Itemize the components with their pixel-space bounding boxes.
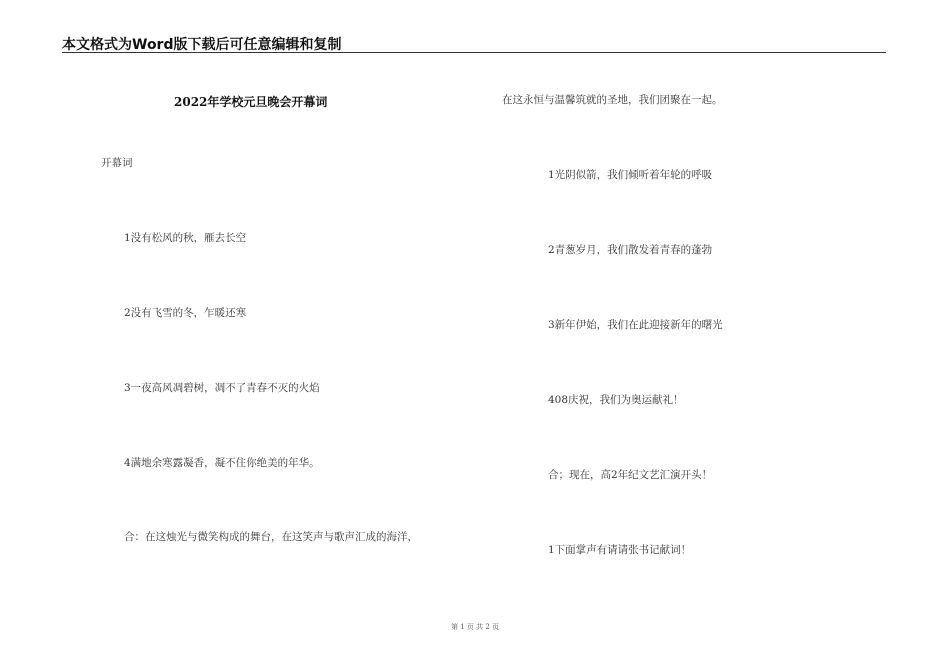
paragraph-line: 4满地余寒露凝香，凝不住你绝美的年华。 — [124, 457, 320, 469]
paragraph-line: 2没有飞雪的冬，乍暖还寒 — [124, 307, 247, 319]
section-heading: 开幕词 — [101, 157, 133, 169]
paragraph-line: 合：在这烛光与微笑构成的舞台，在这笑声与歌声汇成的海洋， — [124, 531, 418, 543]
paragraph-line: 3一夜高风凋碧树，凋不了青春不灭的火焰 — [124, 382, 320, 394]
paragraph-line: 合；现在，高2年纪文艺汇演开头！ — [548, 469, 713, 481]
paragraph-line: 在这永恒与温馨筑就的圣地，我们团聚在一起。 — [502, 94, 723, 106]
paragraph-line: 2青葱岁月，我们散发着青春的蓬勃 — [548, 244, 713, 256]
page-number: 第 1 页 共 2 页 — [450, 623, 500, 631]
paragraph-line: 1没有松风的秋，雁去长空 — [124, 232, 247, 244]
document-header — [62, 34, 886, 53]
paragraph-line: 1下面掌声有请请张书记献词！ — [548, 544, 692, 556]
paragraph-line: 408庆祝，我们为奥运献礼！ — [548, 394, 684, 406]
paragraph-line: 1光阴似箭，我们倾听着年轮的呼吸 — [548, 169, 713, 181]
header-text: 本文格式为Word版下载后可任意编辑和复制 — [62, 37, 342, 53]
paragraph-line: 3新年伊始，我们在此迎接新年的曙光 — [548, 319, 723, 331]
document-title: 2022年学校元旦晚会开幕词 — [174, 95, 328, 109]
